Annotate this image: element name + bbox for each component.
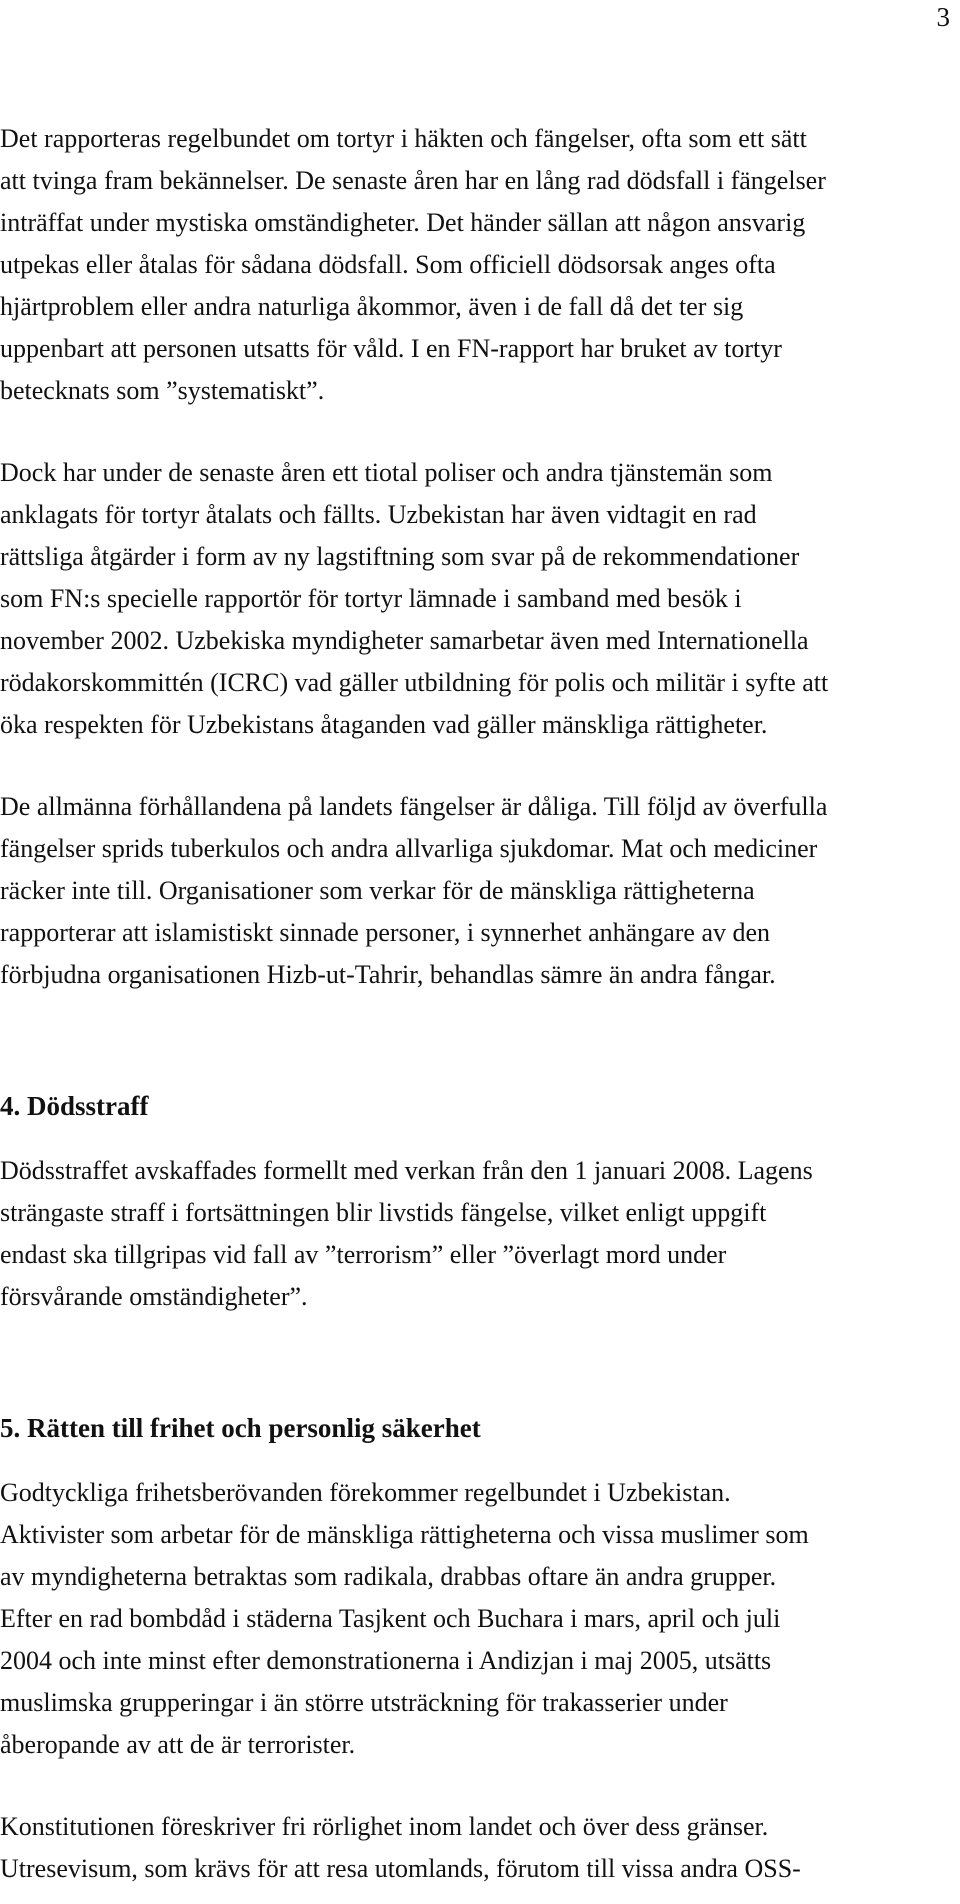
paragraph-death-penalty: Dödsstraffet avskaffades formellt med verkan från den 1 januari 2008. Lagens strängaste straff i fortsättningen blir livstids fängelse, vilket enligt uppgift endast ska tillgripas vid fall av ”terrorism” eller ”överlagt mord under försvårande omständigheter”. (0, 1156, 813, 1311)
paragraph-prosecutions: Dock har under de senaste åren ett tiotal poliser och andra tjänstemän som anklagats för tortyr åtalats och fällts. Uzbekistan har även vidtagit en rad rättsliga åtgärder i form av ny lagstiftning som svar på de rekommendationer som FN:s specielle rapportör för tortyr lämnade i samband med besök i november 2002. Uzbekiska myndigheter samarbetar även med Internationella rödakorskommittén (ICRC) vad gäller utbildning för polis och militär i syfte att öka respekten för Uzbekistans åtaganden vad gäller mänskliga rättigheter. (0, 458, 829, 739)
page-number: 3 (936, 2, 950, 32)
paragraph-arbitrary-detention: Godtyckliga frihetsberövanden förekommer regelbundet i Uzbekistan. Aktivister som arbetar för de mänskliga rättigheterna och vissa muslimer som av myndigheterna betraktas som radikala, drabbas oftare än andra grupper. Efter en rad bombdåd i städerna Tasjkent och Buchara i mars, april och juli 2004 och inte minst efter demonstrationerna i Andizjan i maj 2005, utsätts muslimska grupperingar i än större utsträckning för trakasserier under åberopande av att de är terrorister. (0, 1478, 809, 1759)
section-heading-liberty-security: 5. Rätten till frihet och personlig säkerhet (0, 1413, 481, 1443)
paragraph-freedom-of-movement: Konstitutionen föreskriver fri rörlighet inom landet och över dess gränser. Utresevisum, som krävs för att resa utomlands, förutom till vissa andra OSS- (0, 1812, 801, 1883)
document-body (0, 118, 960, 1890)
paragraph-torture-reports: Det rapporteras regelbundet om tortyr i häkten och fängelser, ofta som ett sätt att tvinga fram bekännelser. De senaste åren har en lång rad dödsfall i fängelser inträffat under mystiska omständigheter. Det händer sällan att någon ansvarig utpekas eller åtalas för sådana dödsfall. Som officiell dödsorsak anges ofta hjärtproblem eller andra naturliga åkommor, även i de fall då det ter sig uppenbart att personen utsatts för våld. I en FN-rapport har bruket av tortyr betecknats som ”systematiskt”. (0, 124, 826, 405)
section-heading-death-penalty: 4. Dödsstraff (0, 1091, 149, 1121)
paragraph-prison-conditions: De allmänna förhållandena på landets fängelser är dåliga. Till följd av överfulla fängelser sprids tuberkulos och andra allvarliga sjukdomar. Mat och mediciner räcker inte till. Organisationer som verkar för de mänskliga rättigheterna rapporterar att islamistiskt sinnade personer, i synnerhet anhängare av den förbjudna organisationen Hizb-ut-Tahrir, behandlas sämre än andra fångar. (0, 792, 828, 989)
